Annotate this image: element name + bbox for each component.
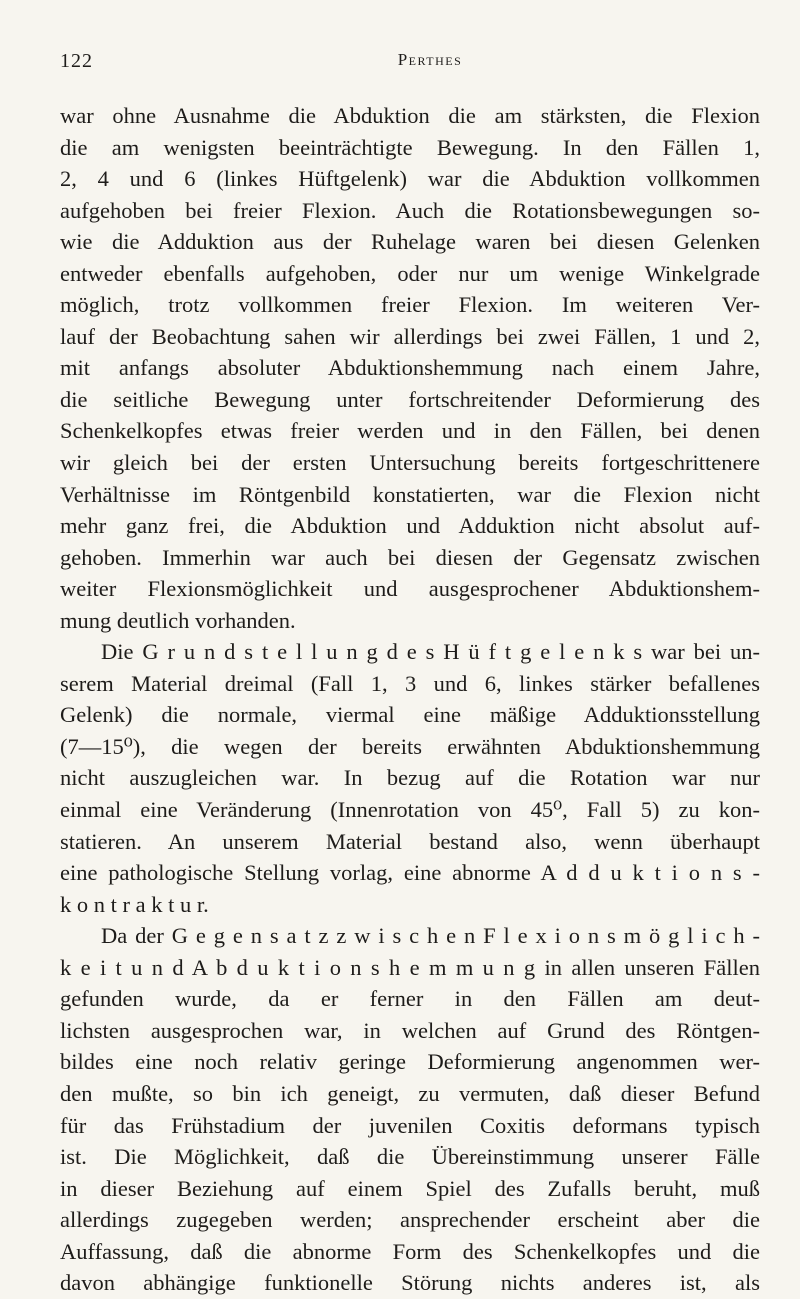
text-line: serem Material dreimal (Fall 1, 3 und 6, linkes stärker befallenes <box>60 670 760 696</box>
text-line: eine pathologische Stellung vorlag, eine abnorme A d d u k t i o n s - <box>60 860 760 886</box>
text-line: mit anfangs absoluter Abduktionshemmung nach einem Jahre, <box>60 355 760 381</box>
text-line: k e i t u n d A b d u k t i o n s h e m m u n g in allen unseren Fällen <box>60 954 760 980</box>
page-number: 122 <box>60 50 93 72</box>
text-line: für das Frühstadium der juvenilen Coxitis deformans typisch <box>60 1112 760 1138</box>
text-line: ist. Die Möglichkeit, daß die Übereinstimmung unserer Fälle <box>60 1144 760 1170</box>
text-line: aufgehoben bei freier Flexion. Auch die Rotationsbewegungen so- <box>60 197 760 223</box>
text-line: Da der G e g e n s a t z z w i s c h e n F l e x i o n s m ö g l i c h - <box>101 923 760 949</box>
text-line: (7—15⁰), die wegen der bereits erwähnten Abduktionshemmung <box>60 733 760 759</box>
paragraph <box>60 920 760 1299</box>
text-line: entweder ebenfalls aufgehoben, oder nur um wenige Winkelgrade <box>60 260 760 286</box>
text-line: Schenkelkopfes etwas freier werden und in den Fällen, bei denen <box>60 418 760 444</box>
text-line: mehr ganz frei, die Abduktion und Adduktion nicht absolut auf- <box>60 513 760 539</box>
text-line: möglich, trotz vollkommen freier Flexion. Im weiteren Ver- <box>60 292 760 318</box>
text-line: gefunden wurde, da er ferner in den Fällen am deut- <box>60 986 760 1012</box>
running-head: Perthes <box>397 50 463 69</box>
paragraph <box>60 636 760 920</box>
text-line: wie die Adduktion aus der Ruhelage waren bei diesen Gelenken <box>60 229 760 255</box>
text-line: war ohne Ausnahme die Abduktion die am stärksten, die Flexion <box>60 103 760 128</box>
page-header <box>60 50 760 80</box>
text-line: nicht auszugleichen war. In bezug auf die Rotation war nur <box>60 765 760 791</box>
text-line: Auffassung, daß die abnorme Form des Schenkelkopfes und die <box>60 1238 760 1264</box>
text-line: Verhältnisse im Röntgenbild konstatierten, war die Flexion nicht <box>60 481 760 507</box>
text-line: davon abhängige funktionelle Störung nichts anderes ist, als <box>60 1270 760 1296</box>
text-line: allerdings zugegeben werden; ansprechender erscheint aber die <box>60 1207 760 1233</box>
text-line: in dieser Beziehung auf einem Spiel des Zufalls beruht, muß <box>60 1175 760 1201</box>
text-line: die seitliche Bewegung unter fortschreitender Deformierung des <box>60 386 760 412</box>
text-line: einmal eine Veränderung (Innenrotation von 45⁰, Fall 5) zu kon- <box>60 797 760 823</box>
text-line: Die G r u n d s t e l l u n g d e s H ü f t g e l e n k s war bei un- <box>101 639 760 665</box>
text-line: lichsten ausgesprochen war, in welchen auf Grund des Röntgen- <box>60 1017 760 1043</box>
paragraph <box>60 100 760 636</box>
text-line: k o n t r a k t u r. <box>60 891 209 917</box>
text-line: gehoben. Immerhin war auch bei diesen der Gegensatz zwischen <box>60 544 760 570</box>
text-line: die am wenigsten beeinträchtigte Bewegung. In den Fällen 1, <box>60 134 760 160</box>
text-line: statieren. An unserem Material bestand also, wenn überhaupt <box>60 828 760 854</box>
text-line: weiter Flexionsmöglichkeit und ausgesprochener Abduktionshem- <box>60 576 760 602</box>
body-text <box>60 100 760 1299</box>
text-line: wir gleich bei der ersten Untersuchung bereits fortgeschrittenere <box>60 450 760 476</box>
text-line: 2, 4 und 6 (linkes Hüftgelenk) war die Abduktion vollkommen <box>60 166 760 192</box>
text-line: den mußte, so bin ich geneigt, zu vermuten, daß dieser Befund <box>60 1080 760 1106</box>
text-line: Gelenk) die normale, viermal eine mäßige Adduktionsstellung <box>60 702 760 728</box>
text-line: mung deutlich vorhanden. <box>60 607 296 633</box>
text-line: bildes eine noch relativ geringe Deformierung angenommen wer- <box>60 1049 760 1075</box>
text-line: lauf der Beobachtung sahen wir allerdings bei zwei Fällen, 1 und 2, <box>60 323 760 349</box>
